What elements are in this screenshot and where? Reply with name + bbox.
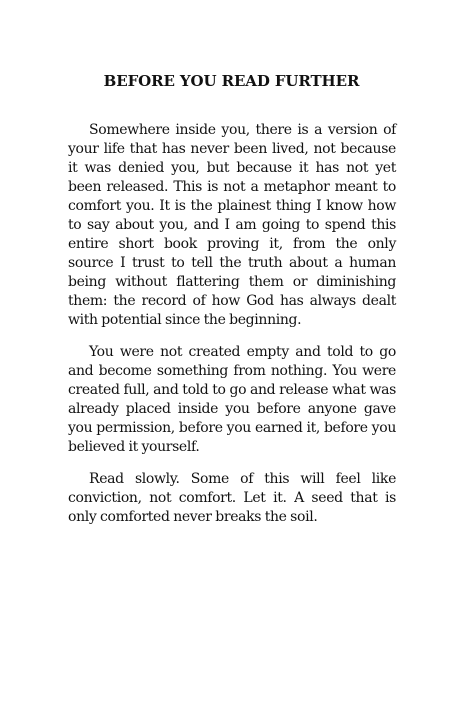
paragraph-1: Somewhere inside you, there is a version of your life that has never been lived, not because it was denied you, but because it has not yet been released. This is not a metaphor meant to comfort you. It is the plainest thing I know how to say about you, and I am going to spend this entire short book proving it, from the only source I trust to tell the truth about a human being without flattering them or diminishing them: the record of how God has always dealt with potential since the beginning. bbox=[68, 122, 396, 328]
body-text bbox=[68, 121, 396, 540]
chapter-heading: BEFORE YOU READ FURTHER bbox=[103, 72, 360, 90]
paragraph-2: You were not created empty and told to go and become something from nothing. You were created full, and told to go and release what was already placed inside you before anyone gave you permission, before you earned it, before you believed it yourself. bbox=[68, 344, 396, 455]
paragraph-3: Read slowly. Some of this will feel like conviction, not comfort. Let it. A seed that is only comforted never breaks the soil. bbox=[68, 471, 396, 525]
